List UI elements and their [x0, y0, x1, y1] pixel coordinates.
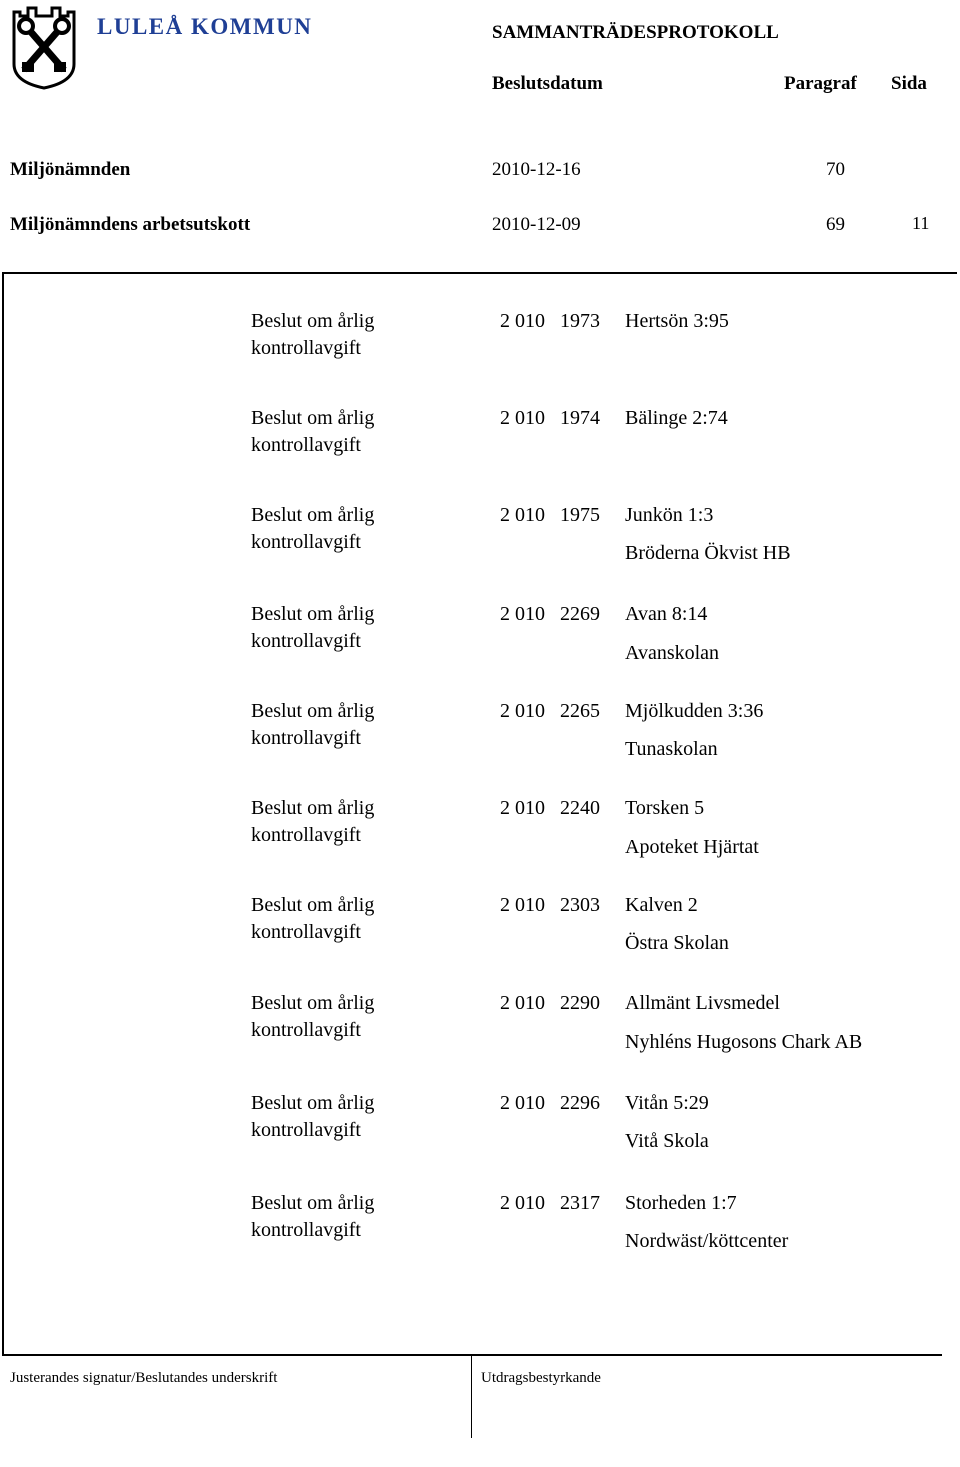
case-number: 2303 [560, 894, 600, 916]
operator-name: Avanskolan [625, 642, 720, 664]
decision-title: Beslut om årlig kontrollavgift [251, 603, 375, 652]
property-name: Storheden 1:7 [625, 1192, 737, 1214]
decision-title: Beslut om årlig kontrollavgift [251, 504, 375, 553]
case-year: 2 010 [500, 700, 545, 722]
operator-name: Vitå Skola [625, 1130, 709, 1152]
operator-name: Östra Skolan [625, 932, 729, 954]
property-name: Kalven 2 [625, 894, 698, 916]
case-year: 2 010 [500, 1192, 545, 1214]
frame-top-border [2, 272, 957, 274]
case-year: 2 010 [500, 310, 545, 332]
meeting-paragraph: 70 [826, 159, 845, 180]
property-name: Bälinge 2:74 [625, 407, 728, 429]
decision-title: Beslut om årlig kontrollavgift [251, 894, 375, 943]
case-number: 2265 [560, 700, 600, 722]
case-number: 2240 [560, 797, 600, 819]
case-year: 2 010 [500, 603, 545, 625]
frame-bottom-border [2, 1354, 942, 1356]
operator-name: Nordwäst/köttcenter [625, 1230, 789, 1252]
case-year: 2 010 [500, 1092, 545, 1114]
property-name: Vitån 5:29 [625, 1092, 709, 1114]
case-year: 2 010 [500, 797, 545, 819]
meeting-date: 2010-12-09 [492, 214, 581, 235]
case-number: 2269 [560, 603, 600, 625]
meeting-name: Miljönämnden [10, 159, 131, 180]
organization-name: LULEÅ KOMMUN [97, 14, 313, 39]
property-name: Junkön 1:3 [625, 504, 714, 526]
property-name: Mjölkudden 3:36 [625, 700, 764, 722]
property-name: Avan 8:14 [625, 603, 708, 625]
decision-title: Beslut om årlig kontrollavgift [251, 992, 375, 1041]
case-number: 1974 [560, 407, 600, 429]
operator-name: Apoteket Hjärtat [625, 836, 759, 858]
decision-title: Beslut om årlig kontrollavgift [251, 700, 375, 749]
case-year: 2 010 [500, 894, 545, 916]
meeting-date: 2010-12-16 [492, 159, 581, 180]
extract-certification-label: Utdragsbestyrkande [481, 1370, 601, 1386]
footer-divider [471, 1356, 472, 1438]
property-name: Hertsön 3:95 [625, 310, 729, 332]
case-number: 2317 [560, 1192, 600, 1214]
decision-title: Beslut om årlig kontrollavgift [251, 1192, 375, 1241]
decision-title: Beslut om årlig kontrollavgift [251, 310, 375, 359]
operator-name: Nyhléns Hugosons Chark AB [625, 1031, 863, 1053]
header-decision-date-label: Beslutsdatum [492, 73, 603, 94]
header-paragraph-label: Paragraf [784, 73, 857, 94]
decision-title: Beslut om årlig kontrollavgift [251, 1092, 375, 1141]
case-year: 2 010 [500, 407, 545, 429]
signature-label: Justerandes signatur/Beslutandes underskrift [10, 1370, 278, 1386]
case-number: 2296 [560, 1092, 600, 1114]
case-year: 2 010 [500, 504, 545, 526]
operator-name: Tunaskolan [625, 738, 718, 760]
meeting-name: Miljönämndens arbetsutskott [10, 214, 251, 235]
property-name: Allmänt Livsmedel [625, 992, 780, 1014]
page-number: 11 [912, 213, 930, 233]
case-number: 2290 [560, 992, 600, 1014]
operator-name: Bröderna Ökvist HB [625, 542, 791, 564]
case-number: 1973 [560, 310, 600, 332]
document-type: SAMMANTRÄDESPROTOKOLL [492, 22, 779, 43]
frame-left-border [2, 272, 4, 1356]
coat-of-arms-keys-icon [10, 4, 78, 90]
case-number: 1975 [560, 504, 600, 526]
property-name: Torsken 5 [625, 797, 705, 819]
decision-title: Beslut om årlig kontrollavgift [251, 797, 375, 846]
meeting-paragraph: 69 [826, 214, 845, 235]
header-page-label: Sida [891, 73, 927, 94]
decision-title: Beslut om årlig kontrollavgift [251, 407, 375, 456]
case-year: 2 010 [500, 992, 545, 1014]
